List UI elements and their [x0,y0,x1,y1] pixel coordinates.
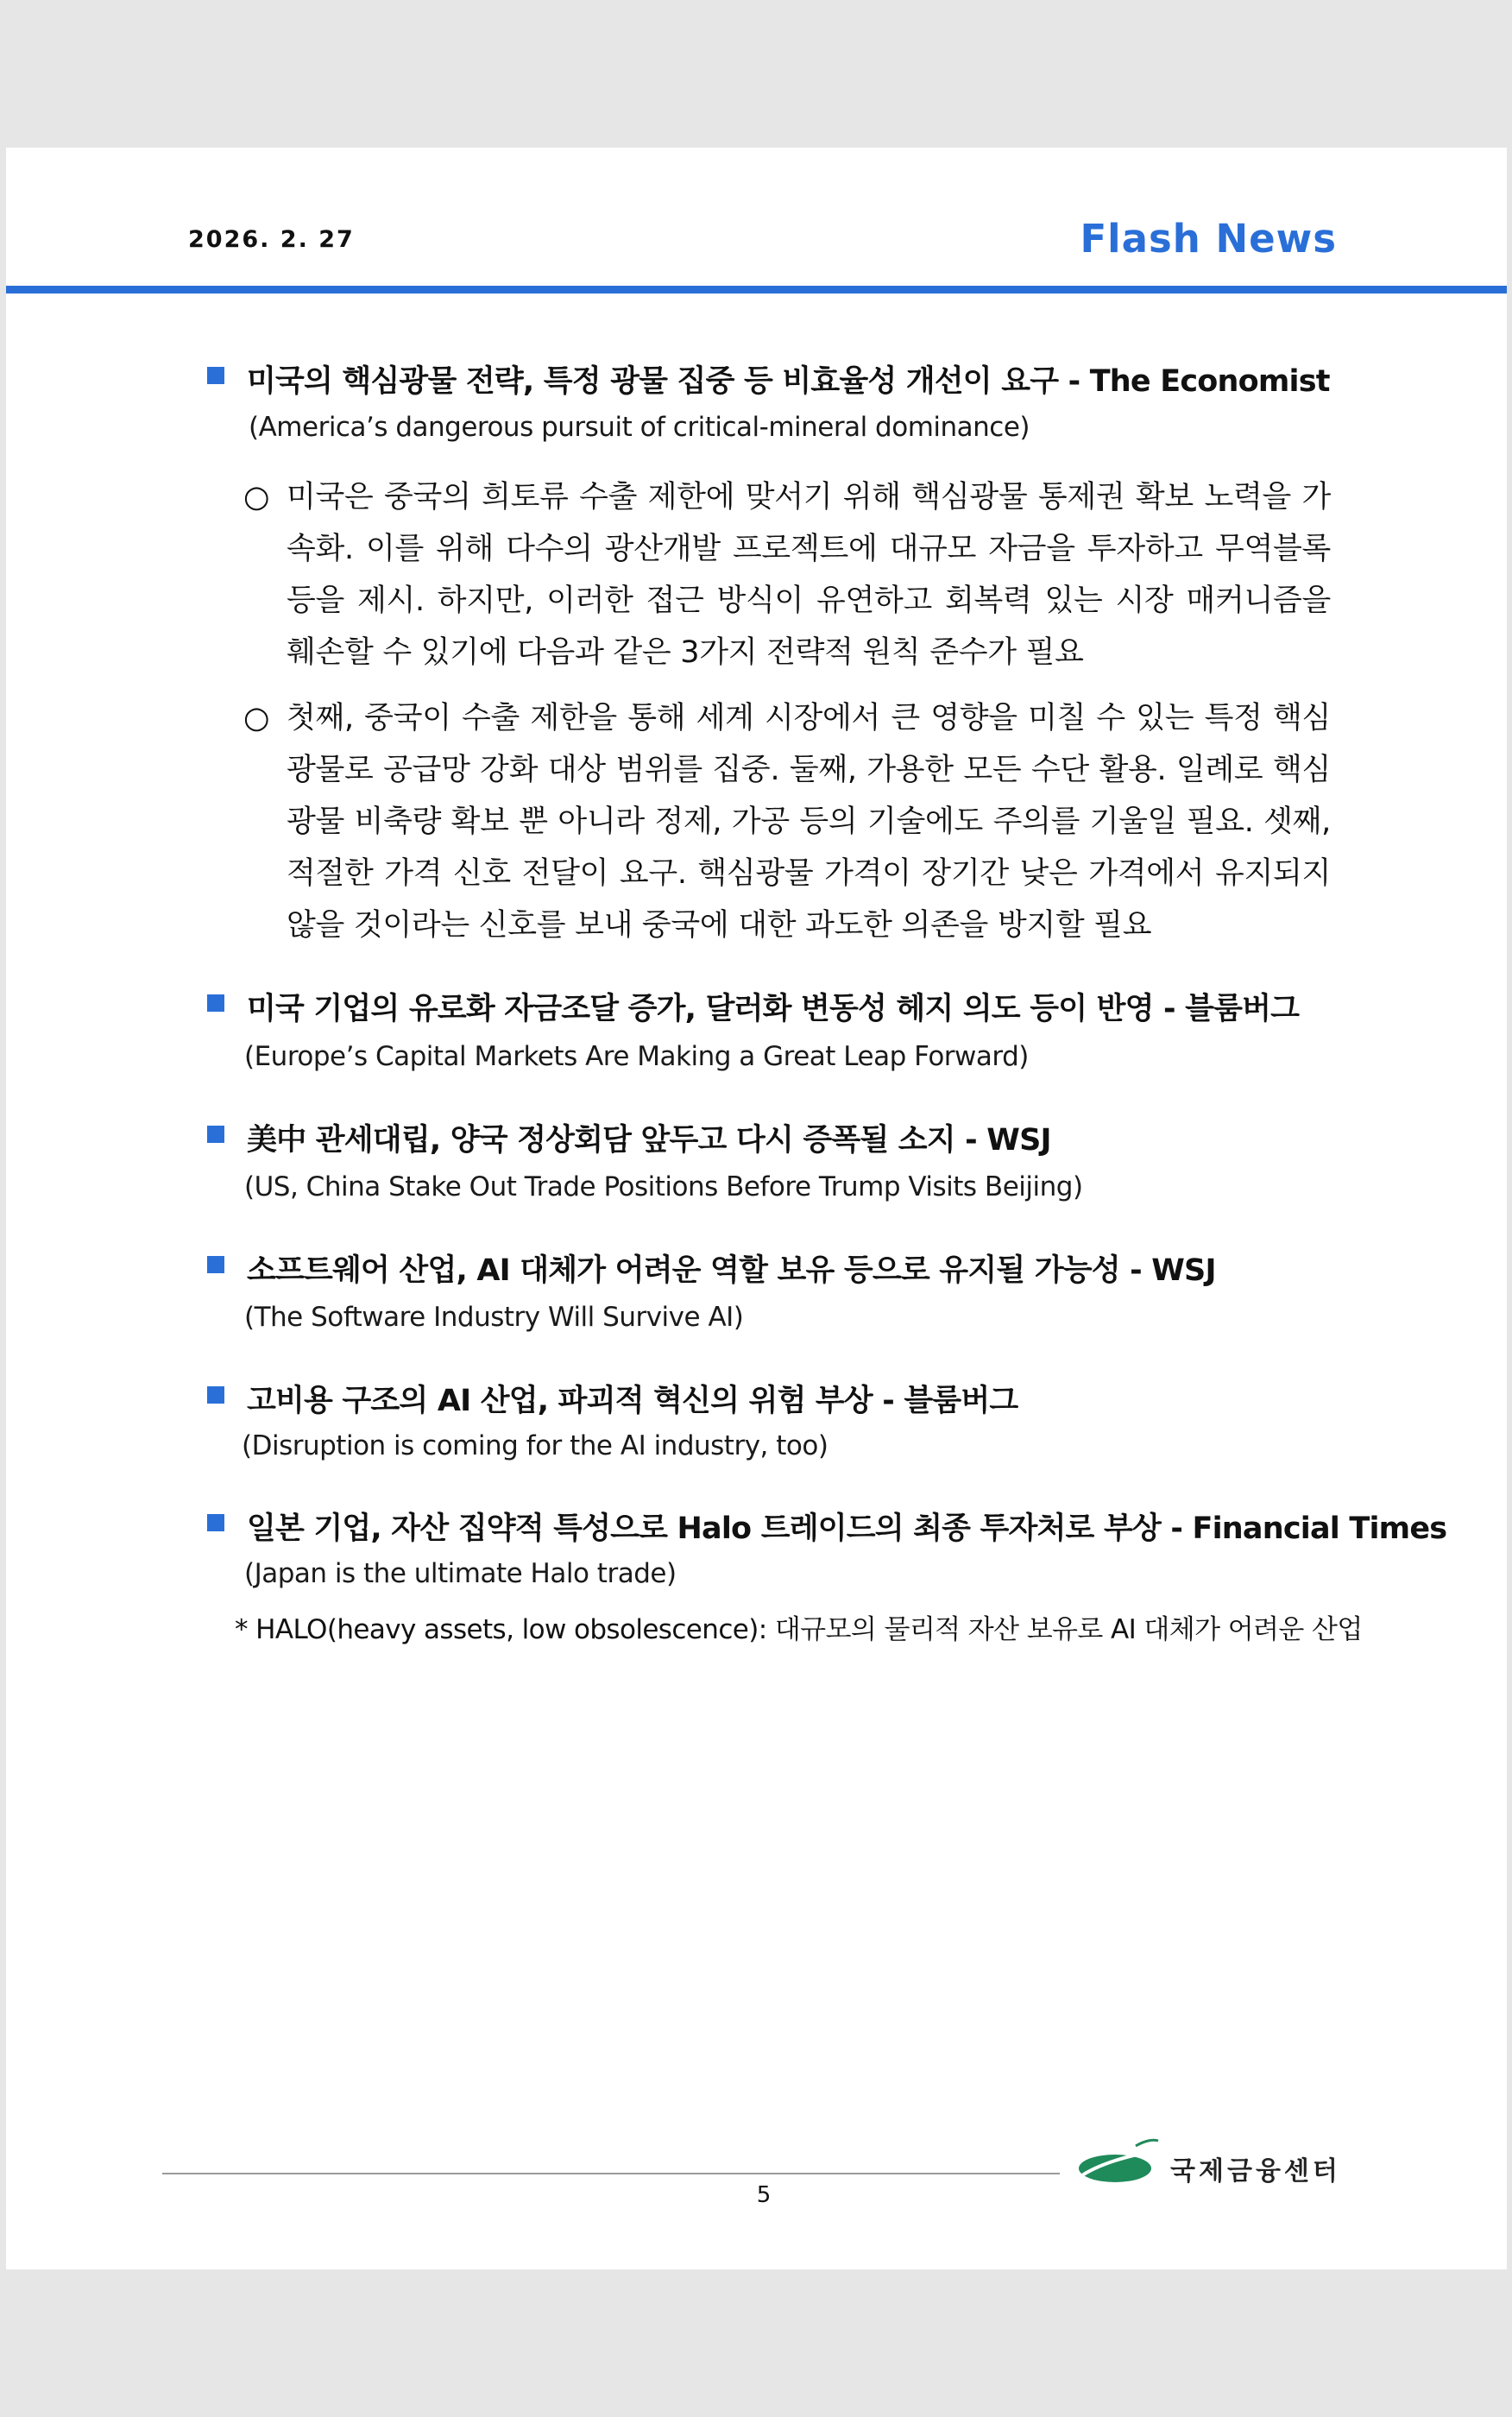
footer-divider [162,2173,1060,2174]
subtitle-3: (US, China Stake Out Trade Positions Before Trump Visits Beijing) [244,1171,1083,1202]
paragraph-1-2 [243,692,1331,951]
subtitle-6: (Japan is the ultimate Halo trade) [244,1558,677,1589]
headline-2: 미국 기업의 유로화 자금조달 증가, 달러화 변동성 헤지 의도 등이 반영 - 블룸버그 [247,992,1300,1026]
subtitle-2: (Europe’s Capital Markets Are Making a Great Leap Forward) [244,1041,1029,1072]
report-date: 2026. 2. 27 [188,226,355,253]
kcif-logo-icon [1075,2137,1162,2189]
square-bullet-icon [207,994,224,1012]
subtitle-5: (Disruption is coming for the AI industry, too) [242,1430,828,1461]
subtitle-4: (The Software Industry Will Survive AI) [244,1302,744,1333]
subtitle-1: (America’s dangerous pursuit of critical-mineral dominance) [249,412,1030,443]
square-bullet-icon [207,1256,224,1273]
circle-bullet-icon: ○ [243,480,270,514]
circle-bullet-icon: ○ [243,701,270,735]
paragraph-text: 미국은 중국의 희토류 수출 제한에 맞서기 위해 핵심광물 통제권 확보 노력을 가속화. 이를 위해 다수의 광산개발 프로젝트에 대규모 자금을 투자하고 무역블록 등을 제시. 하지만, 이러한 접근 방식이 유연하고 회복력 있는 시장 매커니즘을 훼손할 수 있기에 다음과 같은 3가지 전략적 원칙 준수가 필요 [287,480,1331,670]
headline-4: 소프트웨어 산업, AI 대체가 어려운 역할 보유 등으로 유지될 가능성 - WSJ [247,1253,1216,1288]
headline-5: 고비용 구조의 AI 산업, 파괴적 혁신의 위험 부상 - 블룸버그 [247,1384,1018,1418]
report-title: Flash News [1080,216,1337,262]
square-bullet-icon [207,1126,224,1143]
page-number: 5 [756,2182,772,2208]
header-divider [6,286,1507,293]
paragraph-1-1 [243,471,1331,678]
square-bullet-icon [207,1386,224,1404]
headline-1: 미국의 핵심광물 전략, 특정 광물 집중 등 비효율성 개선이 요구 - The Economist [247,364,1330,399]
headline-6: 일본 기업, 자산 집약적 특성으로 Halo 트레이드의 최종 투자처로 부상 - Financial Times [247,1511,1447,1546]
document-page [6,148,1507,2269]
headline-3: 美中 관세대립, 양국 정상회담 앞두고 다시 증폭될 소지 - WSJ [247,1123,1051,1158]
paragraph-text: 첫째, 중국이 수출 제한을 통해 세계 시장에서 큰 영향을 미칠 수 있는 특정 핵심광물로 공급망 강화 대상 범위를 집중. 둘째, 가용한 모든 수단 활용. 일례로 핵심광물 비축량 확보 뿐 아니라 정제, 가공 등의 기술에도 주의를 기울일 필요. 셋째, 적절한 가격 신호 전달이 요구. 핵심광물 가격이 장기간 낮은 가격에서 유지되지 않을 것이라는 신호를 보내 중국에 대한 과도한 의존을 방지할 필요 [287,701,1331,943]
footnote: * HALO(heavy assets, low obsolescence): 대규모의 물리적 자산 보유로 AI 대체가 어려운 산업 [235,1614,1363,1645]
logo-label: 국제금융센터 [1170,2156,1341,2187]
square-bullet-icon [207,1514,224,1531]
square-bullet-icon [207,367,224,384]
